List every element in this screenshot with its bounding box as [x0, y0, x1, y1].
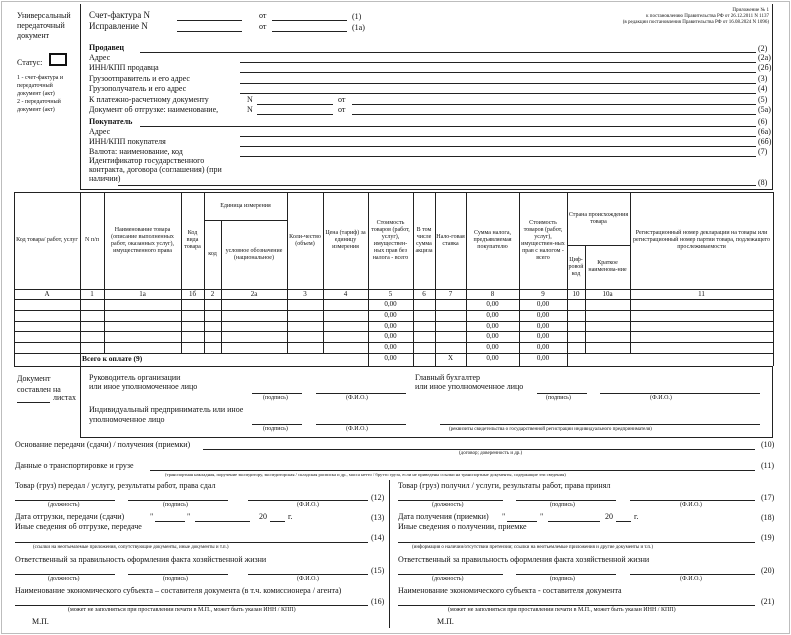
ship-subject-label: Наименование экономического субъекта – составителя документа (в т.ч. комиссионера / агента)	[15, 586, 342, 595]
head-fio-caption: (Ф.И.О.)	[346, 395, 368, 401]
head-signature-caption: (подпись)	[263, 395, 288, 401]
col-unit-text: Единица измерения	[220, 202, 271, 209]
code-17: (17)	[761, 493, 775, 502]
ship-subject-hint: (может не заполняться при проставлении печати в М.П., может быть указан ИНН / КПП)	[68, 607, 296, 613]
table-cell-amount: 0,00	[486, 332, 499, 341]
col-excise	[413, 192, 435, 289]
transport-label: Данные о транспортировке и грузе	[15, 461, 134, 470]
buyer-row-field[interactable]	[240, 156, 756, 157]
header-right-border	[772, 4, 773, 190]
ship-responsible-label: Ответственный за правильность оформления факта хозяйственной жизни	[15, 555, 267, 564]
ip-signature-caption: (подпись)	[263, 426, 288, 432]
col-country-code	[567, 245, 585, 289]
code-20: (20)	[761, 566, 775, 575]
seller-row-code: (3)	[758, 74, 768, 83]
buyer-title: Покупатель	[89, 117, 133, 126]
seller-row-label: Адрес	[89, 53, 111, 62]
signature-divider	[80, 366, 81, 438]
handed-label: Товар (груз) передал / услугу, результаты работ, права сдал	[15, 481, 216, 490]
table-grid-line	[435, 353, 436, 366]
handed-signature-field[interactable]	[128, 500, 228, 501]
accountant-signature-field[interactable]	[537, 393, 587, 394]
doc-sheets-label: Документ составлен на	[17, 374, 61, 394]
col-origin-country	[567, 192, 630, 245]
buyer-row-field[interactable]	[240, 146, 756, 147]
received-fio-caption: (Ф.И.О.)	[680, 502, 702, 508]
ip-signature-field[interactable]	[252, 424, 302, 425]
basis-hint: (договор; доверенность и др.)	[459, 451, 523, 456]
recv-other-label: Иные сведения о получении, приемке	[398, 522, 527, 531]
seller-row-code: (5)	[758, 95, 768, 104]
column-number: А	[44, 290, 50, 298]
sheets-label: листах	[53, 393, 76, 402]
appendix-note: Приложение № 1 к постановлению Правительства РФ от 26.12.2011 N 1137 (в редакции постановления Правительства РФ от 16.08.2024 N 1096)	[622, 8, 769, 25]
handed-position-field[interactable]	[15, 500, 115, 501]
ip-requisites-field[interactable]	[440, 424, 760, 425]
code-19: (19)	[761, 533, 775, 542]
code-14: (14)	[371, 533, 385, 542]
seller-row-field[interactable]	[240, 83, 756, 84]
status-label: Статус:	[17, 58, 43, 67]
table-cell-amount: 0,00	[384, 310, 397, 319]
ship-month-field[interactable]	[195, 521, 250, 522]
col-unit-code	[204, 220, 221, 289]
received-position-caption: (должность)	[432, 502, 464, 508]
table-grid-line	[567, 353, 568, 366]
ship-subject-field[interactable]	[15, 605, 368, 606]
table-cell-amount: 0,00	[384, 343, 397, 352]
col-cost-without-tax-text: Стоимость товаров (работ, услуг), имуществен-ных прав без налога - всего	[371, 219, 410, 261]
head-fio-field[interactable]	[316, 393, 406, 394]
col-excise-text: В том числе сумма акциза	[415, 226, 433, 254]
total-cell: 0,00	[486, 354, 499, 362]
seller-row-label: Грузоотправитель и его адрес	[89, 74, 190, 83]
total-cell: 0,00	[536, 354, 550, 362]
column-number: 3	[303, 290, 307, 298]
contract-id-label: Идентификатор государственного контракта, договора (соглашения) (при наличии)	[89, 156, 222, 183]
table-grid-line	[413, 353, 414, 366]
recv-other-hint: (информация о наличии/отсутствии претензии; ссылки на неотъемлемые приложения и другие документы и т.п.)	[412, 545, 654, 550]
col-declaration-number	[630, 192, 773, 289]
table-cell-amount: 0,00	[384, 321, 397, 330]
col-price-text: Цена (тариф) за единицу измерения	[325, 230, 366, 250]
col-country-name-text: Краткое наименова-ние	[588, 260, 627, 273]
contract-id-field[interactable]	[118, 185, 756, 186]
col-country-code-text: Циф-ровой код	[568, 256, 584, 277]
seller-row-field[interactable]	[240, 72, 756, 73]
doc-type-title: Универсальный передаточный документ	[17, 11, 71, 40]
ip-fio-field[interactable]	[316, 424, 406, 425]
col-country-name	[585, 245, 630, 289]
col-unit-code-text: код	[208, 251, 217, 257]
column-number: 4	[343, 290, 348, 298]
code-12: (12)	[371, 493, 385, 502]
ship-stamp-place: М.П.	[32, 617, 49, 626]
col-product-name	[104, 192, 181, 289]
col-unit	[204, 192, 287, 220]
recv-resp-signature-field[interactable]	[516, 574, 616, 575]
table-grid-line	[14, 366, 773, 367]
code-2: (2)	[758, 44, 768, 53]
header-divider	[80, 4, 81, 190]
invoice-number-label: Счет-фактура N	[89, 10, 150, 20]
seller-row-field[interactable]	[257, 104, 333, 105]
buyer-row-field[interactable]	[240, 136, 756, 137]
table-cell-amount: 0,00	[536, 300, 550, 308]
col-tax-amount-text: Сумма налога, предъявляемая покупателю	[473, 230, 512, 250]
table-cell-amount: 0,00	[384, 332, 397, 341]
col-quantity-text: Коли-чество (объем)	[289, 233, 321, 247]
code-10: (10)	[761, 440, 775, 449]
buyer-row-label: ИНН/КПП покупателя	[89, 137, 166, 146]
handed-fio-field[interactable]	[248, 500, 368, 501]
code-16: (16)	[371, 597, 385, 606]
invoice-number-field[interactable]	[177, 20, 242, 21]
code-15: (15)	[371, 566, 385, 575]
table-cell-amount: 0,00	[384, 300, 397, 308]
column-number: 2	[210, 290, 215, 298]
buyer-row-code: (6б)	[758, 137, 772, 146]
handed-fio-caption: (Ф.И.О.)	[297, 502, 319, 508]
head-label: Руководитель организации или иное уполномоченное лицо	[89, 373, 198, 391]
buyer-row-label: Валюта: наименование, код	[89, 147, 183, 156]
ip-fio-caption: (Ф.И.О.)	[346, 426, 368, 432]
seller-name-field[interactable]	[140, 52, 756, 53]
signature-right-border	[772, 366, 773, 438]
buyer-row-label: Адрес	[89, 127, 111, 136]
header-bottom-rule	[80, 189, 773, 190]
seller-row-field[interactable]	[240, 62, 756, 63]
table-cell-amount: 0,00	[536, 310, 550, 319]
ship-date-quote-close: "	[187, 512, 191, 521]
accountant-fio-caption: (Ф.И.О.)	[650, 395, 672, 401]
col-tax-rate	[435, 192, 466, 289]
ship-resp-position-field[interactable]	[15, 574, 115, 575]
transport-hint: (транспортная накладная, поручение экспедитору, экспедиторская / складская расписка и др., масса нетто / брутто груза, если не приведены ссылки на транспортные документы, содержащие эти сведения)	[165, 472, 566, 477]
column-number: 10а	[602, 290, 613, 298]
recv-stamp-place: М.П.	[437, 617, 454, 626]
invoice-date-field[interactable]	[272, 20, 347, 21]
received-position-field[interactable]	[398, 500, 503, 501]
col-cost-with-tax	[519, 192, 567, 289]
table-grid-line	[773, 192, 774, 366]
table-cell-amount: 0,00	[486, 343, 499, 352]
ship-year-prefix: 20	[259, 512, 267, 521]
ship-other-label: Иные сведения об отгрузке, передаче	[15, 522, 142, 531]
col-unit-symbol-text: условное обозначение (национальное)	[225, 247, 283, 261]
table-grid-line	[466, 353, 467, 366]
basis-field[interactable]	[203, 449, 755, 450]
recv-subject-label: Наименование экономического субъекта - составителя документа	[398, 586, 622, 595]
seller-row-date-field[interactable]	[352, 104, 756, 105]
head-signature-field[interactable]	[252, 393, 302, 394]
code-11: (11)	[761, 461, 775, 470]
sheets-count-field[interactable]	[17, 402, 50, 403]
recv-subject-field[interactable]	[398, 605, 755, 606]
column-number: 11	[698, 290, 705, 298]
correction-from-label: от	[259, 22, 267, 31]
signature-bottom-rule	[80, 437, 773, 438]
seller-row-label: Документ об отгрузке: наименование,	[89, 105, 219, 114]
col-cost-without-tax	[368, 192, 413, 289]
accountant-label: Главный бухгалтер или иное уполномоченное лицо	[415, 373, 524, 391]
ship-resp-fio-caption: (Ф.И.О.)	[297, 576, 319, 582]
col-price	[323, 192, 368, 289]
correction-date-field[interactable]	[272, 31, 347, 32]
received-label: Товар (груз) получил / услуги, результаты работ, права принял	[398, 481, 611, 490]
seller-row-code: (2б)	[758, 63, 772, 72]
col-unit-symbol	[221, 220, 287, 289]
received-signature-caption: (подпись)	[550, 502, 575, 508]
col-tax-rate-text: Нало-говая ставка	[436, 233, 465, 247]
ship-resp-signature-field[interactable]	[128, 574, 228, 575]
seller-row-code: (2а)	[758, 53, 771, 62]
col-product-name-text: Наименование товара (описание выполненных работ, оказанных услуг), имущественного права	[111, 226, 174, 254]
table-grid-line	[368, 353, 369, 366]
ip-requisites-caption: (реквизиты свидетельства о государственной регистрации индивидуального предпринимателя)	[449, 427, 652, 432]
col-cost-with-tax-text: Стоимость товаров (работ, услуг), имуществен-ных прав с налогом - всего	[521, 219, 565, 261]
seller-row-code: (4)	[758, 84, 768, 93]
total-cell: X	[447, 354, 454, 362]
column-number: 2а	[250, 290, 258, 298]
column-number: 10	[572, 290, 580, 298]
accountant-fio-field[interactable]	[600, 393, 760, 394]
col-product-code	[14, 192, 80, 289]
table-cell-amount: 0,00	[486, 310, 499, 319]
status-input[interactable]	[49, 53, 67, 66]
code-18: (18)	[761, 513, 775, 522]
ship-date-quote-open: "	[150, 512, 154, 521]
code-6: (6)	[758, 117, 768, 126]
ship-year-suffix: г.	[288, 512, 293, 521]
invoice-from-label: от	[259, 11, 267, 20]
column-number: 1а	[139, 290, 146, 298]
table-cell-amount: 0,00	[486, 321, 499, 330]
col-product-code-text: Код товара/ работ, услуг	[16, 237, 78, 243]
code-1: (1)	[352, 12, 362, 21]
col-row-number	[80, 192, 104, 289]
recv-resp-signature-caption: (подпись)	[550, 576, 575, 582]
table-cell-amount: 0,00	[486, 300, 499, 308]
code-13: (13)	[371, 513, 385, 522]
handed-signature-caption: (подпись)	[163, 502, 188, 508]
accountant-signature-caption: (подпись)	[546, 395, 571, 401]
recv-resp-fio-field[interactable]	[630, 574, 755, 575]
column-number: 1	[90, 290, 94, 298]
ship-day-field[interactable]	[155, 521, 185, 522]
recv-year-suffix: г.	[634, 512, 639, 521]
recv-resp-position-field[interactable]	[398, 574, 503, 575]
status-notes: 1 - счет-фактура и передаточный документ (акт) 2 - передаточный документ (акт)	[17, 75, 64, 113]
recv-date-quote-open: "	[502, 512, 506, 521]
seller-row-label: ИНН/КПП продавца	[89, 63, 159, 72]
payment-doc-n-label: N	[247, 95, 253, 104]
column-number: 9	[541, 290, 545, 298]
col-declaration-number-text: Регистрационный номер декларации на товары или регистрационный номер партии товара, подлежащего прослеживаемости	[632, 230, 771, 250]
recv-date-label: Дата получения (приемки)	[398, 512, 489, 521]
recv-month-field[interactable]	[548, 521, 600, 522]
recv-resp-position-caption: (должность)	[432, 576, 464, 582]
column-number: 5	[388, 290, 393, 298]
col-origin-country-text: Страна происхождения товара	[568, 211, 629, 225]
basis-label: Основание передачи (сдачи) / получения (приемки)	[15, 440, 191, 449]
buyer-row-code: (7)	[758, 147, 768, 156]
code-8: (8)	[758, 178, 768, 187]
recv-subject-hint: (может не заполняться при проставлении печати в М.П., может быть указан ИНН / КПП)	[448, 607, 676, 613]
recv-year-prefix: 20	[605, 512, 613, 521]
column-number: 8	[490, 290, 495, 298]
shipment-doc-from-label: от	[338, 105, 346, 114]
handed-position-caption: (должность)	[48, 502, 80, 508]
total-cell: 0,00	[384, 354, 397, 362]
column-number: 6	[422, 290, 426, 298]
buyer-name-field[interactable]	[140, 126, 756, 127]
col-product-type-code-text: Код вида товара	[184, 230, 201, 250]
ship-resp-position-caption: (должность)	[48, 576, 80, 582]
recv-year-field[interactable]	[616, 521, 631, 522]
recv-resp-fio-caption: (Ф.И.О.)	[680, 576, 702, 582]
col-tax-amount	[466, 192, 519, 289]
seller-title: Продавец	[89, 43, 124, 52]
ship-resp-signature-caption: (подпись)	[163, 576, 188, 582]
table-cell-amount: 0,00	[536, 343, 550, 352]
seller-row-label: К платежно-расчетному документу	[89, 95, 209, 104]
ip-label: Индивидуальный предприниматель или иное уполномоченное лицо	[89, 405, 244, 424]
col-product-type-code	[181, 192, 204, 289]
ship-year-field[interactable]	[270, 521, 285, 522]
table-grid-line	[519, 353, 520, 366]
buyer-row-code: (6а)	[758, 127, 771, 136]
seller-row-date-field[interactable]	[352, 114, 756, 115]
table-cell-amount: 0,00	[536, 332, 550, 341]
ship-other-field[interactable]	[15, 542, 368, 543]
code-1a: (1а)	[352, 23, 365, 32]
received-signature-field[interactable]	[516, 500, 616, 501]
col-quantity	[287, 192, 323, 289]
seller-row-code: (5а)	[758, 105, 771, 114]
seller-row-field[interactable]	[240, 93, 756, 94]
recv-date-quote-close: "	[540, 512, 544, 521]
code-21: (21)	[761, 597, 775, 606]
payment-doc-from-label: от	[338, 95, 346, 104]
transport-field[interactable]	[150, 470, 755, 471]
recv-other-field[interactable]	[398, 542, 755, 543]
correction-number-field[interactable]	[177, 31, 242, 32]
seller-row-field[interactable]	[257, 114, 333, 115]
ship-other-hint: (ссылки на неотъемлемые приложения, сопутствующие документы, иные документы и т.п.)	[33, 545, 229, 550]
column-number: 7	[448, 290, 453, 298]
total-label: Всего к оплате (9)	[82, 354, 143, 363]
table-cell-amount: 0,00	[536, 321, 550, 330]
bottom-divider	[389, 480, 390, 628]
recv-responsible-label: Ответственный за правильность оформления факта хозяйственной жизни	[398, 555, 650, 564]
col-row-number-text: N п/п	[85, 237, 99, 243]
shipment-doc-n-label: N	[247, 105, 253, 114]
ship-resp-fio-field[interactable]	[248, 574, 368, 575]
column-number: 1б	[188, 290, 197, 298]
received-fio-field[interactable]	[630, 500, 755, 501]
seller-row-label: Грузополучатель и его адрес	[89, 84, 187, 93]
ship-date-label: Дата отгрузки, передачи (сдачи)	[15, 512, 125, 521]
correction-number-label: Исправление N	[89, 21, 148, 31]
